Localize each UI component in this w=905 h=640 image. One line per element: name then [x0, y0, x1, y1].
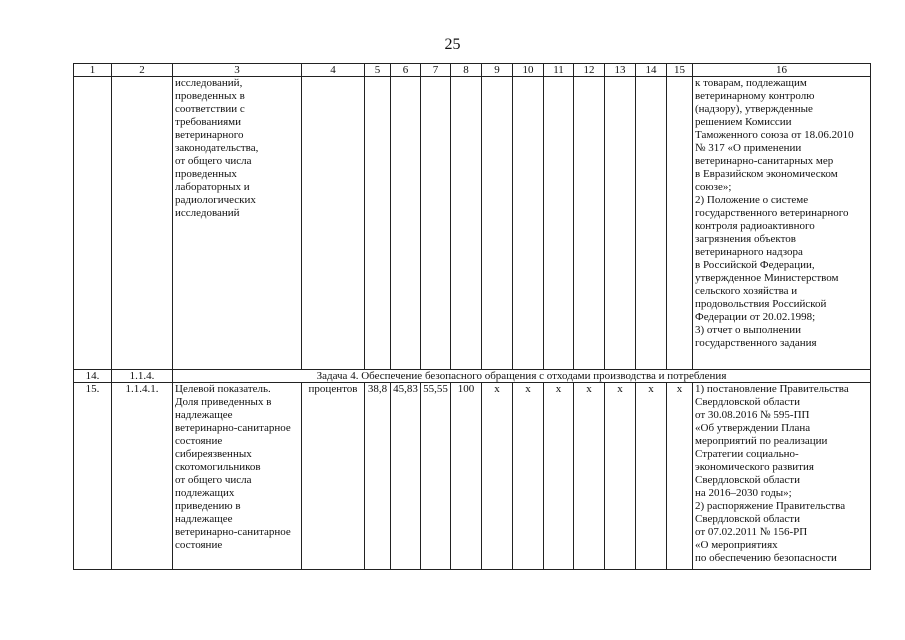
- unit-cell: процентов: [302, 383, 365, 570]
- header-cell: 6: [391, 64, 421, 77]
- value-cell: x: [574, 383, 605, 570]
- indicator-name-cell: исследований, проведенных в соответствии с требованиями ветеринарного законодательства, от общего числа проведенных лабораторных и радиологических исследований: [173, 77, 302, 370]
- row-code: 1.1.4.1.: [112, 383, 173, 570]
- table-row-15: [74, 383, 871, 570]
- task-title: Задача 4. Обеспечение безопасного обращения с отходами производства и потребления: [173, 370, 871, 383]
- header-cell: 16: [693, 64, 871, 77]
- value-cell: 55,55: [421, 383, 451, 570]
- header-cell: 13: [605, 64, 636, 77]
- header-cell: 9: [482, 64, 513, 77]
- table-row-continuation: [74, 77, 871, 370]
- value-cell: x: [667, 383, 693, 570]
- header-cell: 2: [112, 64, 173, 77]
- header-cell: 10: [513, 64, 544, 77]
- value-cell: x: [544, 383, 574, 570]
- row-number: 15.: [74, 383, 112, 570]
- value-cell: 100: [451, 383, 482, 570]
- source-cell: к товарам, подлежащим ветеринарному контролю (надзору), утвержденные решением Комиссии Таможенного союза от 18.06.2010 № 317 «О применении ветеринарно-санитарных мер в Евразийском экономическом союзе»; 2) Положение о системе государственного ветеринарного контроля радиоактивного загрязнения объектов ветеринарного надзора в Российской Федерации, утвержденное Министерством сельского хозяйства и продовольствия Российской Федерации от 20.02.1998; 3) отчет о выполнении государственного задания: [693, 77, 871, 370]
- page-number: 25: [444, 36, 461, 53]
- header-cell: 15: [667, 64, 693, 77]
- header-cell: 11: [544, 64, 574, 77]
- header-cell: 4: [302, 64, 365, 77]
- value-cell: 38,8: [365, 383, 391, 570]
- value-cell: x: [482, 383, 513, 570]
- source-cell: 1) постановление Правительства Свердловской области от 30.08.2016 № 595-ПП «Об утверждении Плана мероприятий по реализации Стратегии социально- экономического развития Свердловской области на 2016–2030 годы»; 2) распоряжение Правительства Свердловской области от 07.02.2011 № 156-РП «О мероприятиях по обеспечению безопасности: [693, 383, 871, 570]
- value-cell: x: [605, 383, 636, 570]
- value-cell: 45,83: [391, 383, 421, 570]
- header-cell: 12: [574, 64, 605, 77]
- value-cell: x: [636, 383, 667, 570]
- row-number: 14.: [74, 370, 112, 383]
- indicator-name-cell: Целевой показатель. Доля приведенных в надлежащее ветеринарно-санитарное состояние сибиреязвенных скотомогильников от общего числа подлежащих приведению в надлежащее ветеринарно-санитарное состояние: [173, 383, 302, 570]
- header-cell: 3: [173, 64, 302, 77]
- table-row-14: [74, 370, 871, 383]
- row-code: 1.1.4.: [112, 370, 173, 383]
- indicators-table: [73, 63, 871, 570]
- value-cell: x: [513, 383, 544, 570]
- header-cell: 14: [636, 64, 667, 77]
- header-row: [74, 64, 871, 77]
- header-cell: 8: [451, 64, 482, 77]
- header-cell: 1: [74, 64, 112, 77]
- header-cell: 7: [421, 64, 451, 77]
- header-cell: 5: [365, 64, 391, 77]
